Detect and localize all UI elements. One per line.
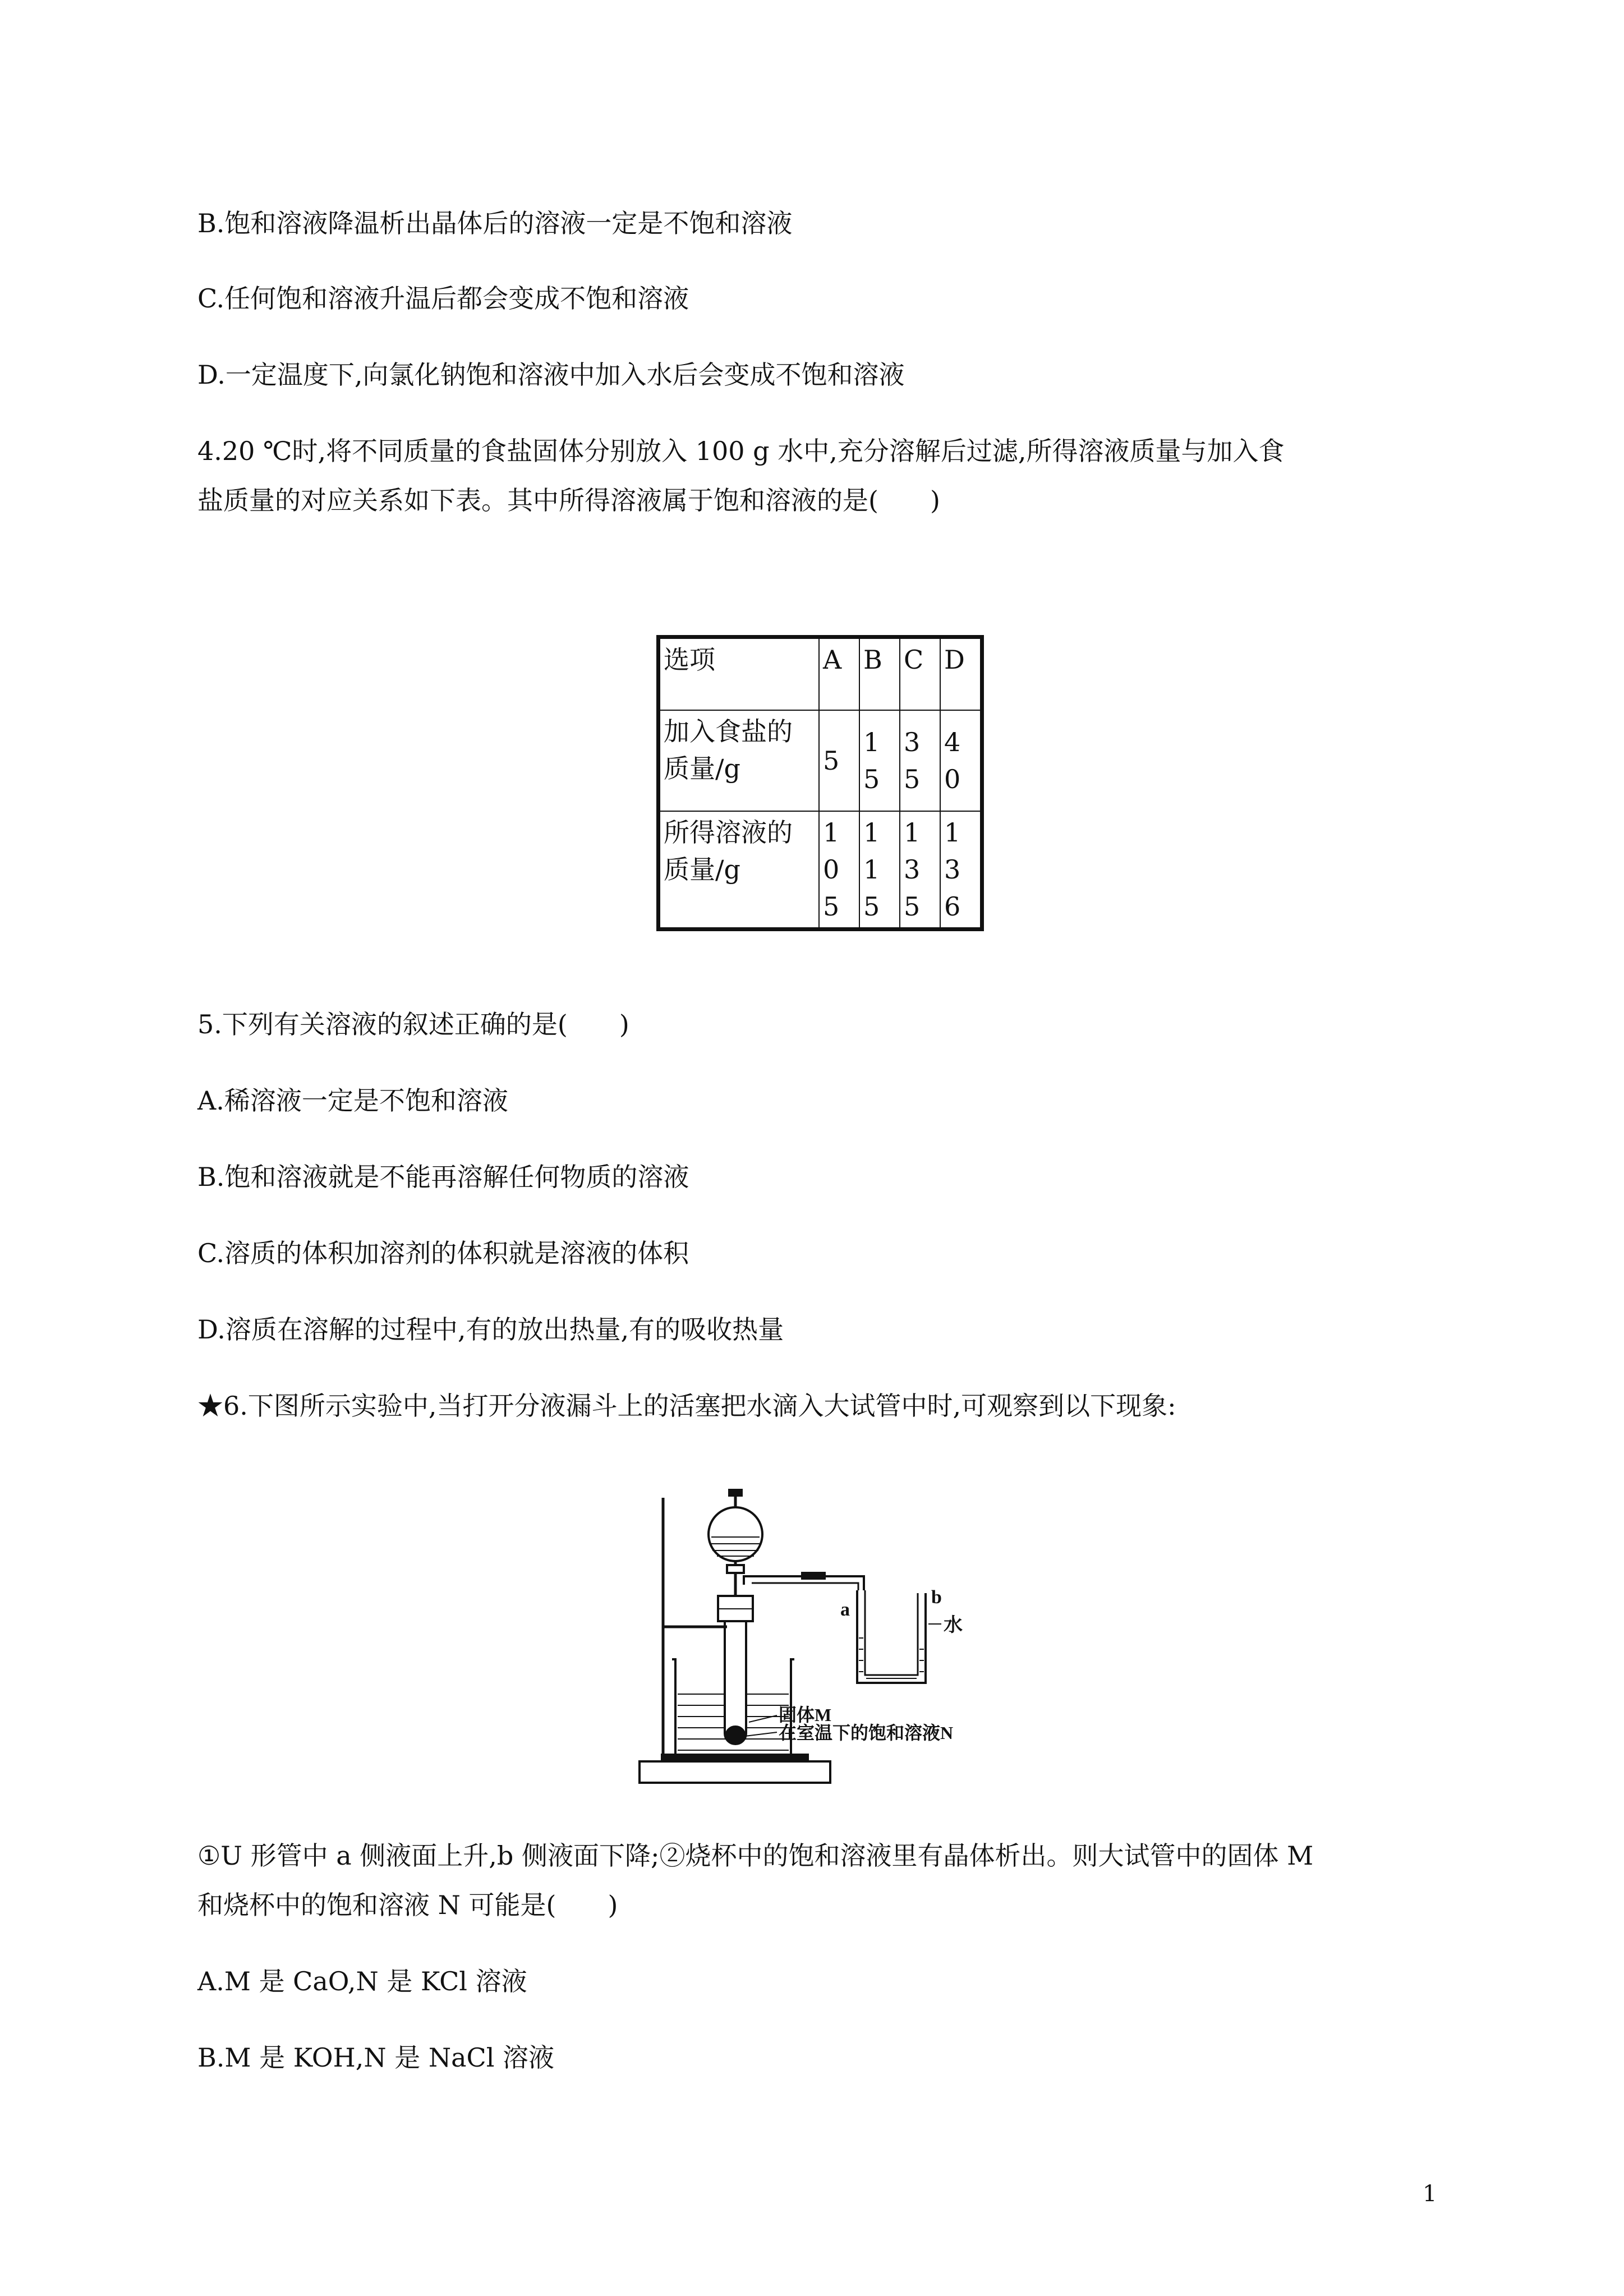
table-cell: 40 <box>940 710 982 811</box>
q4-stem-line1: 4.20 ℃时,将不同质量的食盐固体分别放入 100 g 水中,充分溶解后过滤,所得溶液质量与加入食 <box>197 436 1285 466</box>
table-header-cell: D <box>940 637 982 711</box>
q3-option-d: D.一定温度下,向氯化钠饱和溶液中加入水后会变成不饱和溶液 <box>197 360 905 390</box>
lab-apparatus-figure <box>628 1481 1010 1795</box>
table-cell: 35 <box>900 710 940 811</box>
q4-stem-line2: 盐质量的对应关系如下表。其中所得溶液属于饱和溶液的是( ) <box>197 485 940 516</box>
table-header-cell: A <box>819 637 859 711</box>
q6-observation-line2: 和烧杯中的饱和溶液 N 可能是( ) <box>197 1890 618 1920</box>
table-row <box>659 637 982 711</box>
label-b: b <box>931 1587 942 1608</box>
table-row <box>659 710 982 811</box>
q4-table <box>656 635 984 931</box>
table-header-cell: 选项 <box>659 637 820 711</box>
table-cell: 115 <box>859 811 900 930</box>
u-tube <box>857 1590 926 1683</box>
q5-option-a: A.稀溶液一定是不饱和溶液 <box>197 1085 508 1116</box>
separatory-funnel <box>709 1507 762 1561</box>
solid-m <box>726 1727 744 1742</box>
q5-option-c: C.溶质的体积加溶剂的体积就是溶液的体积 <box>197 1238 689 1268</box>
table-header-cell: B <box>859 637 900 711</box>
q6-option-a: A.M 是 CaO,N 是 KCl 溶液 <box>197 1966 527 1996</box>
stopcock <box>727 1565 744 1573</box>
page-number: 1 <box>1423 2181 1437 2207</box>
table-cell: 15 <box>859 710 900 811</box>
stand-base <box>640 1761 830 1783</box>
table-cell: 105 <box>819 811 859 930</box>
table-header-cell: C <box>900 637 940 711</box>
table-cell: 135 <box>900 811 940 930</box>
table-cell: 136 <box>940 811 982 930</box>
q5-stem: 5.下列有关溶液的叙述正确的是( ) <box>197 1009 629 1039</box>
table-row-label: 所得溶液的质量/g <box>659 811 820 930</box>
q6-observation-line1: ①U 形管中 a 侧液面上升,b 侧液面下降;②烧杯中的饱和溶液里有晶体析出。则大试管中的固体 M <box>197 1841 1314 1871</box>
label-a: a <box>840 1599 850 1620</box>
table-cell: 5 <box>819 710 859 811</box>
label-solid-m: 固体M <box>779 1705 832 1725</box>
q3-option-b: B.饱和溶液降温析出晶体后的溶液一定是不饱和溶液 <box>197 208 793 238</box>
q5-option-d: D.溶质在溶解的过程中,有的放出热量,有的吸收热量 <box>197 1314 784 1345</box>
q3-option-c: C.任何饱和溶液升温后都会变成不饱和溶液 <box>197 283 689 314</box>
table-row <box>659 811 982 930</box>
table-row-label: 加入食盐的质量/g <box>659 710 820 811</box>
label-solution-n: 在室温下的饱和溶液N <box>779 1723 954 1743</box>
q6-option-b: B.M 是 KOH,N 是 NaCl 溶液 <box>197 2042 555 2073</box>
q5-option-b: B.饱和溶液就是不能再溶解任何物质的溶液 <box>197 1162 689 1192</box>
q6-stem: ★6.下图所示实验中,当打开分液漏斗上的活塞把水滴入大试管中时,可观察到以下现象: <box>197 1391 1176 1421</box>
label-water: 水 <box>944 1615 963 1636</box>
